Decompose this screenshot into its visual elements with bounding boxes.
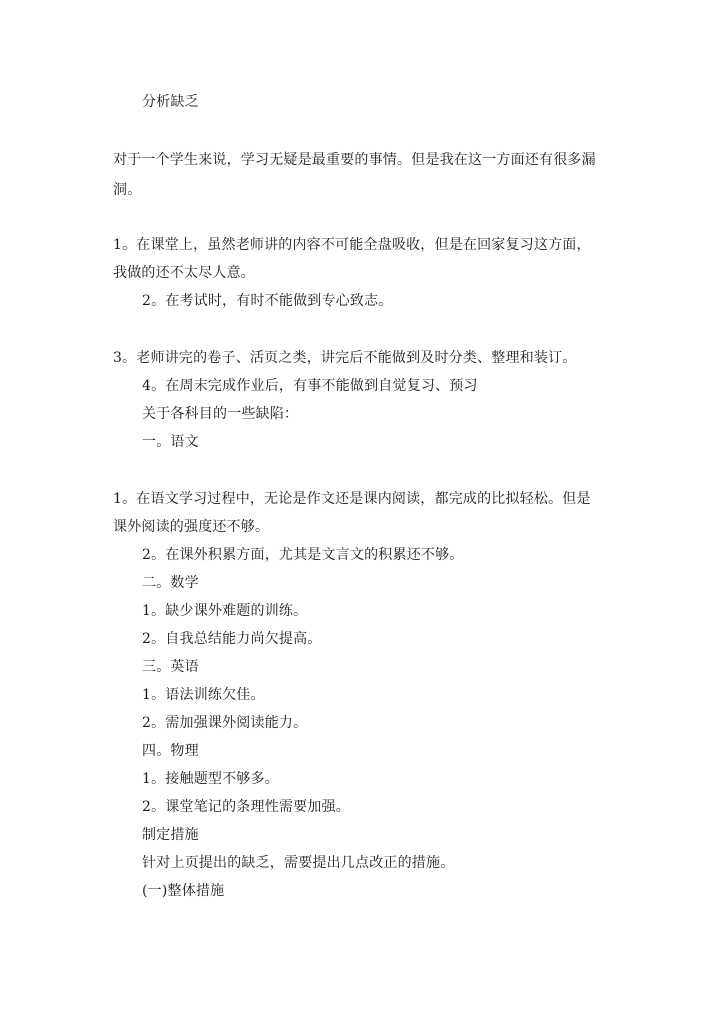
paragraph-line: 对于一个学生来说，学习无疑是最重要的事情。但是我在这一方面还有很多漏: [113, 152, 596, 168]
list-item: 2。自我总结能力尚欠提高。: [142, 631, 322, 647]
section-intro: 关于各科目的一些缺陷：: [142, 406, 299, 422]
heading-analysis: 分析缺乏: [142, 94, 199, 110]
paragraph-line: 针对上页提出的缺乏，需要提出几点改正的措施。: [142, 855, 455, 871]
paragraph-line: 洞。: [113, 182, 142, 198]
subject-heading-math: 二。数学: [142, 575, 199, 591]
heading-measures: 制定措施: [142, 827, 199, 843]
list-item: 1。语法训练欠佳。: [142, 687, 265, 703]
list-item: 1。在语文学习过程中，无论是作文还是课内阅读，都完成的比拟轻松。但是: [113, 491, 591, 507]
list-item: 2。课堂笔记的条理性需要加强。: [142, 799, 350, 815]
list-item: 2。在课外积累方面，尤其是文言文的积累还不够。: [142, 547, 464, 563]
list-item: 1。在课堂上，虽然老师讲的内容不可能全盘吸收，但是在回家复习这方面，: [113, 237, 591, 253]
subject-heading-english: 三。英语: [142, 659, 199, 675]
list-item: 1。接触题型不够多。: [142, 771, 279, 787]
list-item: 4。在周末完成作业后，有事不能做到自觉复习、预习: [142, 378, 478, 394]
list-item: 3。老师讲完的卷子、活页之类，讲完后不能做到及时分类、整理和装订。: [113, 350, 577, 366]
subheading-overall-measures: (一)整体措施: [142, 883, 225, 899]
subject-heading-chinese: 一。语文: [142, 434, 199, 450]
list-item-continuation: 课外阅读的强度还不够。: [113, 519, 270, 535]
list-item: 1。缺少课外难题的训练。: [142, 603, 308, 619]
list-item-continuation: 我做的还不太尽人意。: [113, 265, 255, 281]
list-item: 2。在考试时，有时不能做到专心致志。: [142, 293, 393, 309]
subject-heading-physics: 四。物理: [142, 743, 199, 759]
list-item: 2。需加强课外阅读能力。: [142, 715, 308, 731]
